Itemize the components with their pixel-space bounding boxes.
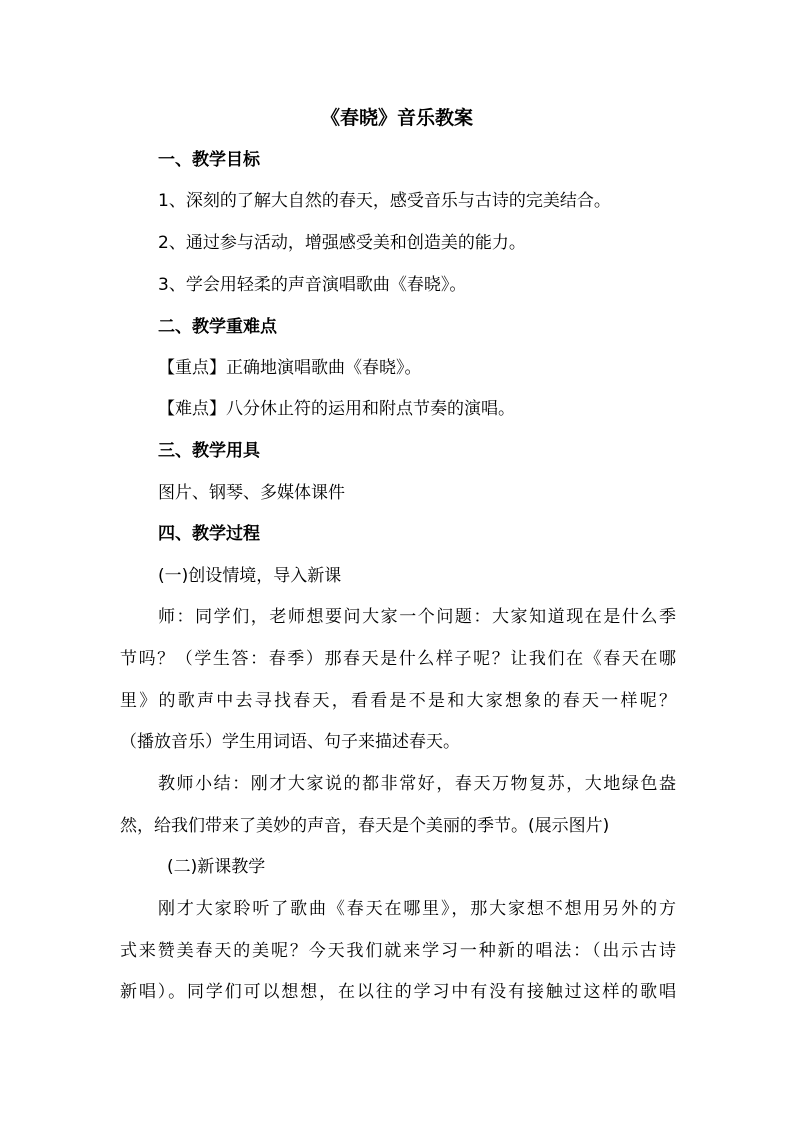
part2-heading: (二)新课教学 <box>167 857 266 877</box>
part2-line-3: 新唱）。同学们可以想想，在以往的学习中有没有接触过这样的歌唱 <box>120 982 676 1002</box>
part1-summary-line-1: 教师小结：刚才大家说的都非常好，春天万物复苏，大地绿色盎 <box>158 774 676 794</box>
part1-summary-line-2: 然，给我们带来了美妙的声音，春天是个美丽的季节。(展示图片) <box>120 816 610 836</box>
goal-item-1: 1、深刻的了解大自然的春天，感受音乐与古诗的完美结合。 <box>158 191 611 211</box>
part1-line-4: （播放音乐）学生用词语、句子来描述春天。 <box>120 732 460 752</box>
goal-item-3: 3、学会用轻柔的声音演唱歌曲《春晓》。 <box>158 275 467 295</box>
part1-line-2: 节吗？（学生答：春季）那春天是什么样子呢？让我们在《春天在哪 <box>120 649 676 669</box>
document-title: 《春晓》音乐教案 <box>320 107 473 129</box>
part1-line-1: 师：同学们，老师想要问大家一个问题：大家知道现在是什么季 <box>158 607 676 627</box>
heading-key-difficult: 二、教学重难点 <box>158 317 277 337</box>
goal-item-2: 2、通过参与活动，增强感受美和创造美的能力。 <box>158 233 526 253</box>
part1-line-3: 里》的歌声中去寻找春天，看看是不是和大家想象的春天一样呢？ <box>120 691 676 711</box>
teaching-tools: 图片、钢琴、多媒体课件 <box>158 483 345 503</box>
key-point: 【重点】正确地演唱歌曲《春晓》。 <box>158 358 422 378</box>
part2-line-2: 式来赞美春天的美呢？今天我们就来学习一种新的唱法：（出示古诗 <box>120 941 676 961</box>
part2-line-1: 刚才大家聆听了歌曲《春天在哪里》，那大家想不想用另外的方 <box>158 899 676 919</box>
heading-teaching-process: 四、教学过程 <box>158 524 260 544</box>
part1-heading: (一)创设情境，导入新课 <box>158 566 342 586</box>
heading-teaching-goals: 一、教学目标 <box>158 150 260 170</box>
heading-teaching-tools: 三、教学用具 <box>158 441 260 461</box>
difficult-point: 【难点】八分休止符的运用和附点节奏的演唱。 <box>158 399 515 419</box>
